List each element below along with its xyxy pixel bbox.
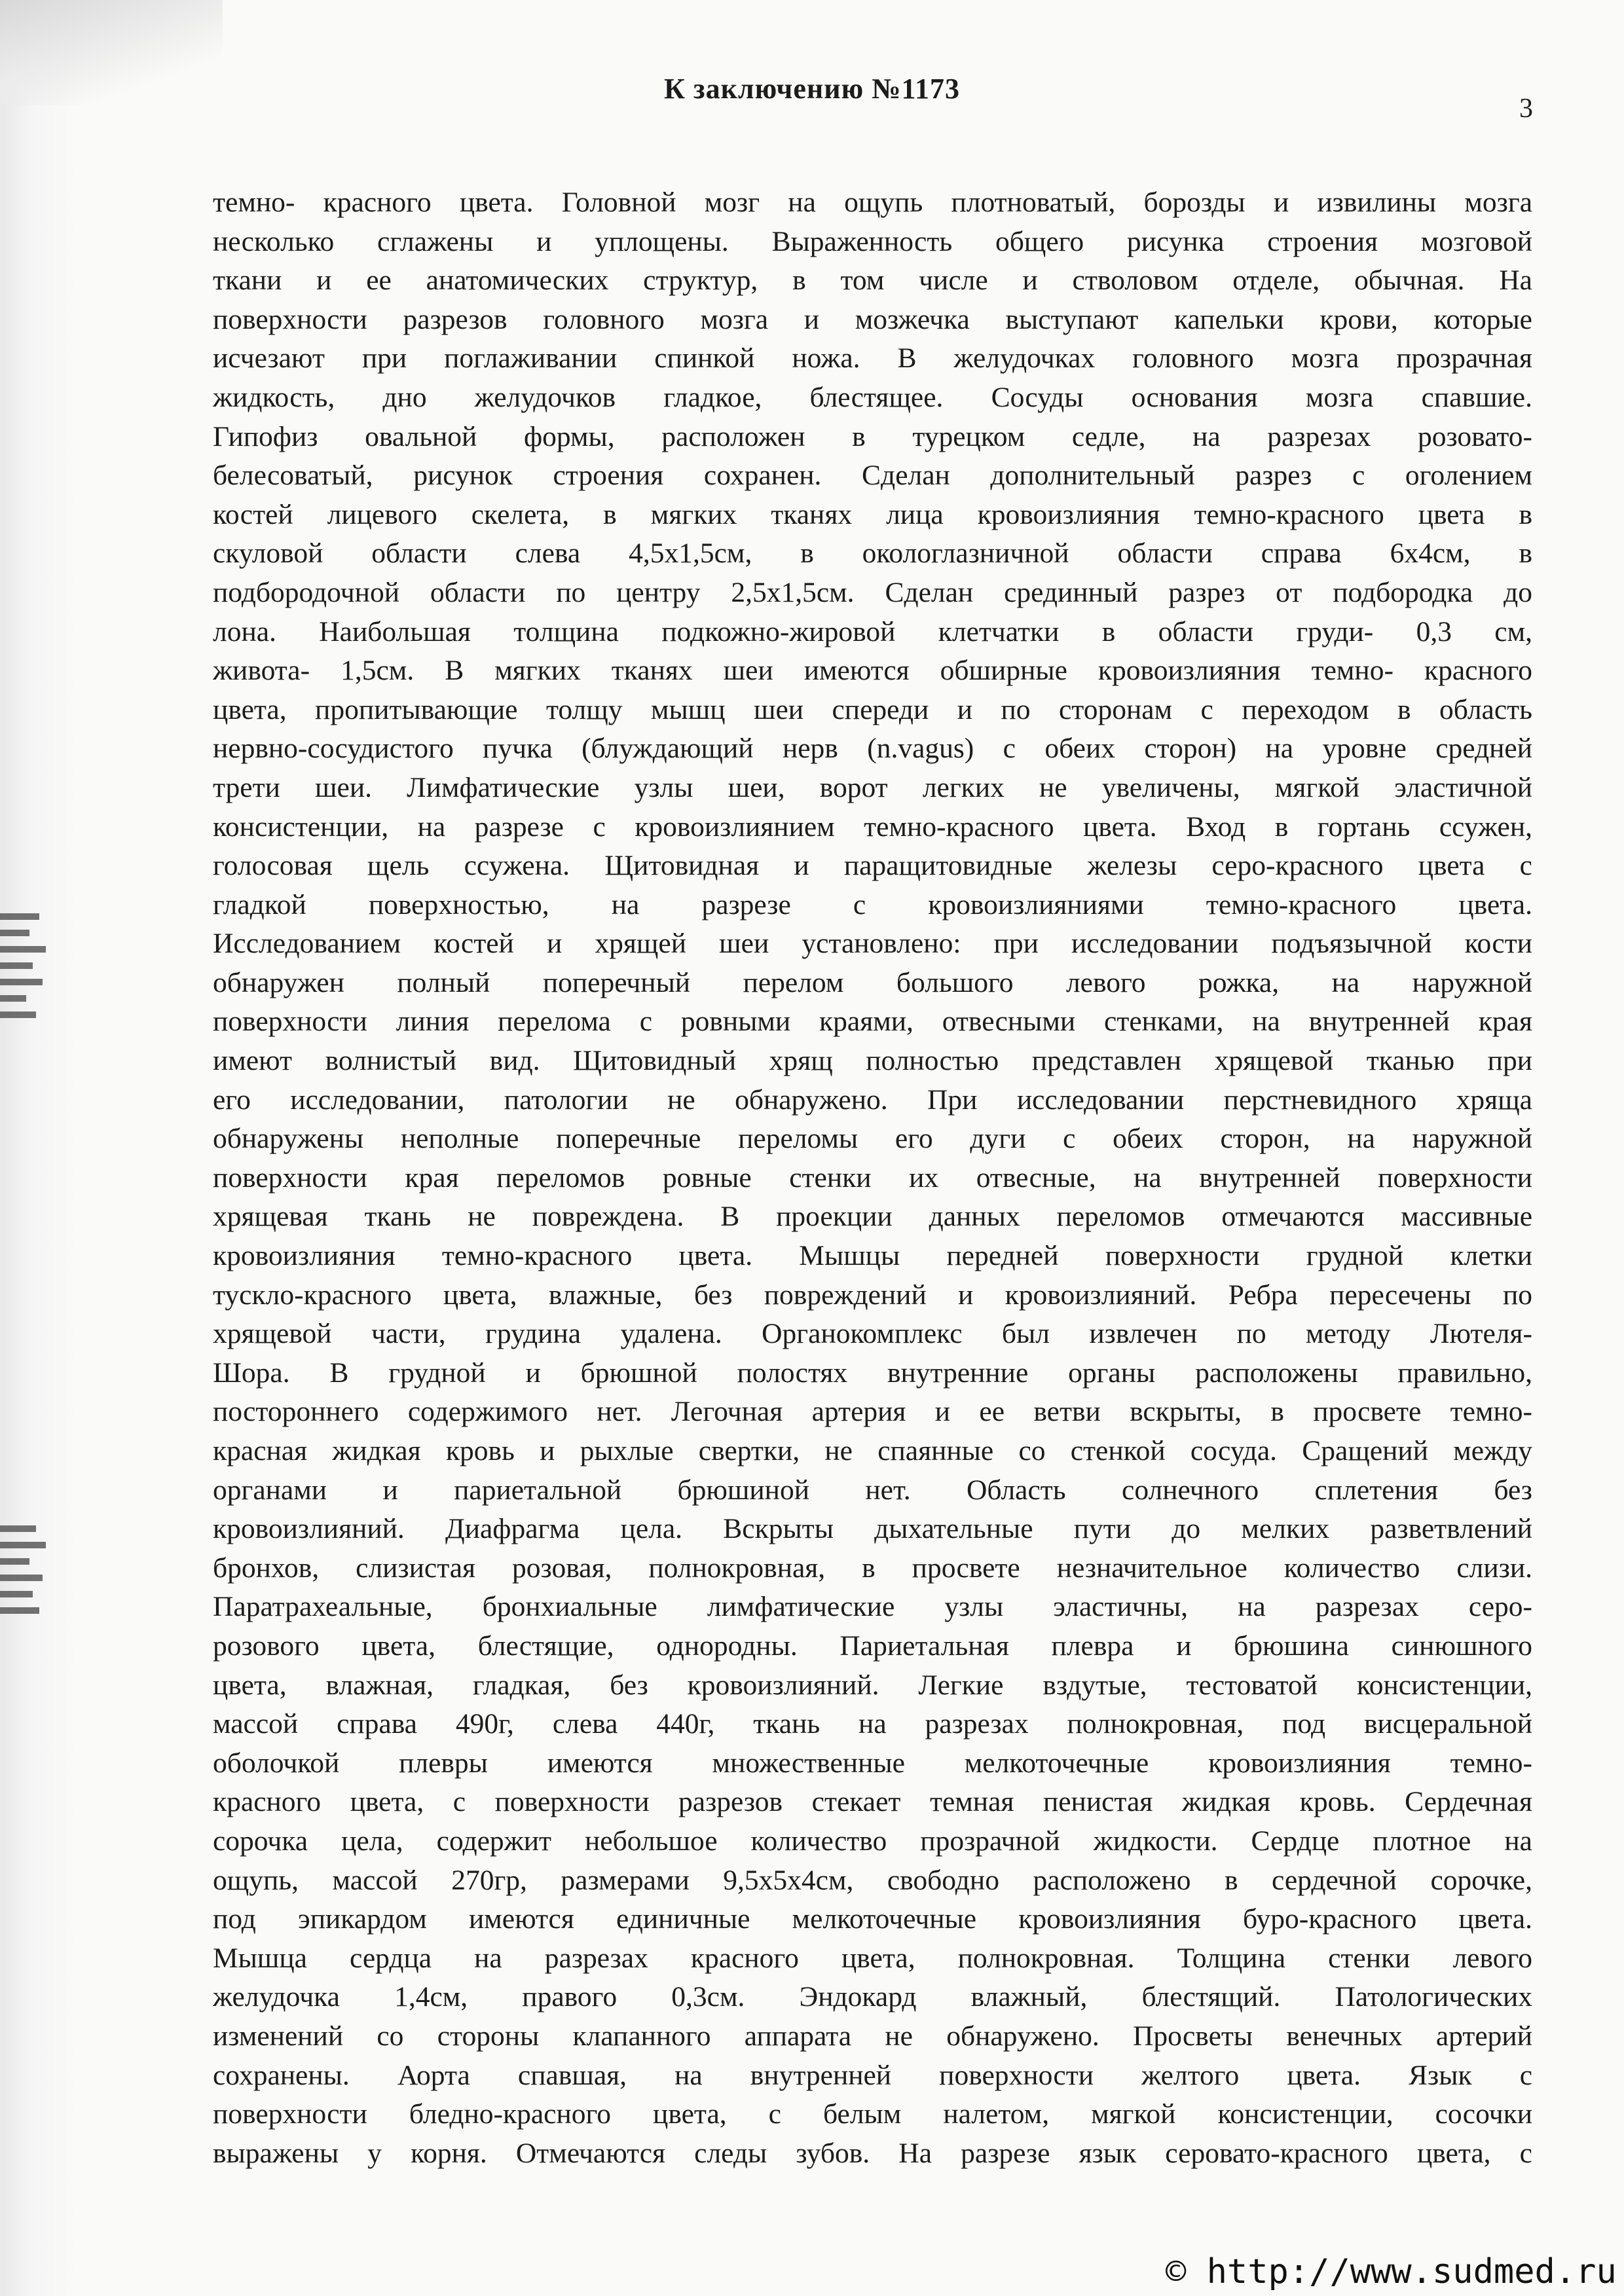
text-line: выражены у корня. Отмечаются следы зубов. На разрезе язык серовато-красного цвета, с [213, 2137, 1532, 2169]
text-line: поверхности линия перелома с ровными краями, отвесными стенками, на внутренней края [213, 1006, 1532, 1038]
report-body [213, 183, 1532, 2173]
text-line: имеют волнистый вид. Щитовидный хрящ полностью представлен хрящевой тканью при [213, 1045, 1532, 1077]
scan-mark [0, 962, 33, 969]
text-line: постороннего содержимого нет. Легочная артерия и ее ветви вскрыты, в просвете темно- [213, 1396, 1532, 1428]
text-line: нервно-сосудистого пучка (блуждающий нерв (n.vagus) с обеих сторон) на уровне средней [213, 733, 1532, 765]
text-line: его исследовании, патологии не обнаружено. При исследовании перстневидного хряща [213, 1084, 1532, 1116]
scan-mark [0, 930, 29, 936]
text-line: белесоватый, рисунок строения сохранен. Сделан дополнительный разрез с оголением [213, 460, 1532, 492]
text-line: органами и париетальной брюшиной нет. Область солнечного сплетения без [213, 1474, 1532, 1506]
text-line: голосовая щель ссужена. Щитовидная и паращитовидные железы серо-красного цвета с [213, 850, 1532, 882]
page-number: 3 [1519, 94, 1533, 124]
scan-mark [0, 1542, 46, 1548]
text-line: подбородочной области по центру 2,5х1,5см. Сделан срединный разрез от подбородка до [213, 576, 1532, 608]
watermark: © http://www.sudmed.ru [1166, 2252, 1617, 2291]
text-line: Паратрахеальные, бронхиальные лимфатические узлы эластичны, на разрезах серо- [213, 1591, 1532, 1623]
scan-mark [0, 1607, 39, 1614]
text-line: ощупь, массой 270гр, размерами 9,5х5х4см, свободно расположено в сердечной сорочке, [213, 1864, 1532, 1896]
text-line: поверхности разрезов головного мозга и мозжечка выступают капельки крови, которые [213, 303, 1532, 335]
text-line: желудочка 1,4см, правого 0,3см. Эндокард влажный, блестящий. Патологических [213, 1981, 1532, 2013]
text-line: хрящевая ткань не повреждена. В проекции данных переломов отмечаются массивные [213, 1201, 1532, 1233]
text-line: лона. Наибольшая толщина подкожно-жировой клетчатки в области груди- 0,3 см, [213, 615, 1532, 647]
text-line: бронхов, слизистая розовая, полнокровная, в просвете незначительное количество слизи. [213, 1552, 1532, 1584]
text-line: гладкой поверхностью, на разрезе с кровоизлияниями темно-красного цвета. [213, 888, 1532, 920]
text-line: Шора. В грудной и брюшной полостях внутренние органы расположены правильно, [213, 1357, 1532, 1389]
text-line: Мышца сердца на разрезах красного цвета, полнокровная. Толщина стенки левого [213, 1942, 1532, 1974]
text-line: исчезают при поглаживании спинкой ножа. В желудочках головного мозга прозрачная [213, 342, 1532, 374]
text-line: кровоизлияний. Диафрагма цела. Вскрыты дыхательные пути до мелких разветвлений [213, 1513, 1532, 1545]
text-line: живота- 1,5см. В мягких тканях шеи имеются обширные кровоизлияния темно- красного [213, 655, 1532, 687]
text-line: кровоизлияния темно-красного цвета. Мышцы передней поверхности грудной клетки [213, 1240, 1532, 1272]
scan-mark [0, 1591, 33, 1597]
text-line: цвета, пропитывающие толщу мышц шеи спереди и по сторонам с переходом в область [213, 693, 1532, 725]
text-line: Гипофиз овальной формы, расположен в турецком седле, на разрезах розовато- [213, 420, 1532, 452]
text-line: розового цвета, блестящие, однородны. Париетальная плевра и брюшина синюшного [213, 1630, 1532, 1662]
scan-mark [0, 1558, 29, 1565]
text-line: жидкость, дно желудочков гладкое, блестящее. Сосуды основания мозга спавшие. [213, 381, 1532, 413]
text-line: Исследованием костей и хрящей шеи установлено: при исследовании подъязычной кости [213, 928, 1532, 960]
text-line: поверхности бледно-красного цвета, с белым налетом, мягкой консистенции, сосочки [213, 2098, 1532, 2130]
text-line: красная жидкая кровь и рыхлые свертки, не спаянные со стенкой сосуда. Сращений между [213, 1435, 1532, 1467]
document-title: К заключению №1173 [663, 73, 961, 105]
text-line: массой справа 490г, слева 440г, ткань на разрезах полнокровная, под висцеральной [213, 1708, 1532, 1740]
scan-mark [0, 995, 26, 1002]
text-line: тускло-красного цвета, влажные, без повреждений и кровоизлияний. Ребра пересечены по [213, 1279, 1532, 1311]
text-line: сохранены. Аорта спавшая, на внутренней поверхности желтого цвета. Язык с [213, 2059, 1532, 2091]
text-line: скуловой области слева 4,5х1,5см, в окологлазничной области справа 6х4см, в [213, 538, 1532, 570]
text-line: костей лицевого скелета, в мягких тканях лица кровоизлияния темно-красного цвета в [213, 498, 1532, 530]
text-line: изменений со стороны клапанного аппарата не обнаружено. Просветы венечных артерий [213, 2020, 1532, 2052]
text-line: поверхности края переломов ровные стенки их отвесные, на внутренней поверхности [213, 1161, 1532, 1194]
text-line: ткани и ее анатомических структур, в том числе и стволовом отделе, обычная. На [213, 264, 1532, 297]
scan-mark [0, 913, 39, 920]
scan-edge-shadow [0, 0, 79, 2296]
scan-mark [0, 1011, 36, 1018]
text-line: под эпикардом имеются единичные мелкоточечные кровоизлияния буро-красного цвета. [213, 1903, 1532, 1935]
scan-mark [0, 1525, 36, 1532]
text-line: трети шеи. Лимфатические узлы шеи, ворот легких не увеличены, мягкой эластичной [213, 771, 1532, 803]
text-line: обнаружены неполные поперечные переломы его дуги с обеих сторон, на наружной [213, 1123, 1532, 1155]
text-line: темно- красного цвета. Головной мозг на ощупь плотноватый, борозды и извилины мозга [213, 187, 1532, 218]
scan-mark [0, 1575, 43, 1581]
text-line: цвета, влажная, гладкая, без кровоизлияний. Легкие вздутые, тестоватой консистенции, [213, 1669, 1532, 1701]
text-line: обнаружен полный поперечный перелом большого левого рожка, на наружной [213, 966, 1532, 998]
text-line: несколько сглажены и уплощены. Выраженность общего рисунка строения мозговой [213, 225, 1532, 257]
text-line: сорочка цела, содержит небольшое количество прозрачной жидкости. Сердце плотное на [213, 1825, 1532, 1857]
text-line: хрящевой части, грудина удалена. Органокомплекс был извлечен по методу Лютеля- [213, 1318, 1532, 1350]
scan-mark [0, 946, 46, 953]
text-line: консистенции, на разрезе с кровоизлиянием темно-красного цвета. Вход в гортань ссужен, [213, 811, 1532, 843]
scan-mark [0, 979, 43, 985]
text-line: оболочкой плевры имеются множественные мелкоточечные кровоизлияния темно- [213, 1747, 1532, 1779]
text-line: красного цвета, с поверхности разрезов стекает темная пенистая жидкая кровь. Сердечная [213, 1786, 1532, 1818]
